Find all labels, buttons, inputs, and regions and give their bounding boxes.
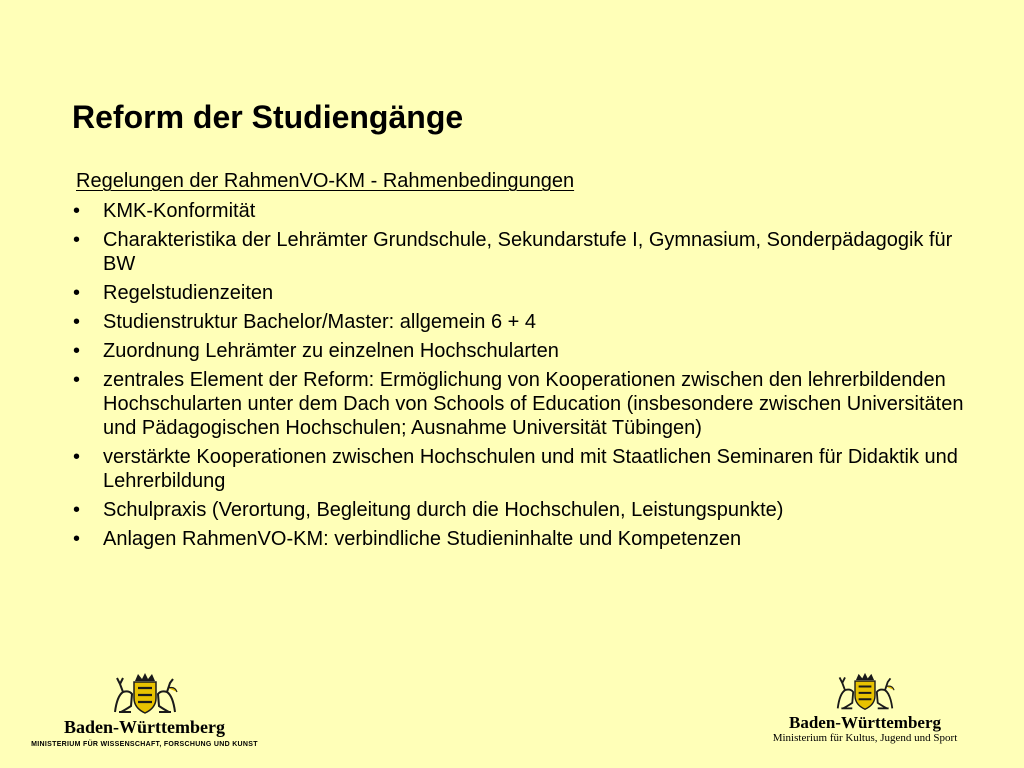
bullet-text: Schulpraxis (Verortung, Begleitung durch die Hochschulen, Leistungspunkte): [103, 499, 784, 521]
slide-subtitle: Regelungen der RahmenVO-KM - Rahmenbedingungen: [76, 170, 575, 192]
bullet-text: zentrales Element der Reform: Ermöglichung von Kooperationen zwischen den lehrerbildenden Hochschularten unter dem Dach von Schools of Education (insbesondere zwischen Universitäten und Pädagogischen Hochschulen; Ausnahme Universität Tübingen): [103, 369, 964, 439]
logo-ministry: MINISTERIUM FÜR WISSENSCHAFT, FORSCHUNG UND KUNST: [31, 741, 258, 748]
logo-ministry-culture: [760, 672, 970, 744]
list-item: [73, 310, 973, 334]
list-item: [73, 498, 973, 522]
bullet-list: [73, 199, 973, 556]
bullet-marker: •: [73, 340, 81, 362]
logo-ministry-science: [22, 672, 267, 748]
bullet-marker: •: [73, 528, 81, 550]
list-item: [73, 339, 973, 363]
coat-of-arms-icon: [832, 672, 898, 712]
slide-title: Reform der Studiengänge: [72, 99, 464, 135]
logo-ministry: Ministerium für Kultus, Jugend und Sport: [772, 732, 958, 744]
bullet-marker: •: [73, 311, 81, 333]
bullet-text: Studienstruktur Bachelor/Master: allgemein 6 + 4: [103, 311, 536, 333]
bullet-marker: •: [73, 446, 81, 468]
logo-name: Baden-Württemberg: [788, 713, 942, 732]
list-item: [73, 368, 973, 440]
list-item: [73, 281, 973, 305]
list-item: [73, 199, 973, 223]
bullet-marker: •: [73, 499, 81, 521]
list-item: [73, 445, 973, 493]
bullet-marker: •: [73, 200, 81, 222]
bullet-text: Zuordnung Lehrämter zu einzelnen Hochschularten: [103, 340, 559, 362]
list-item: [73, 228, 973, 276]
bullet-text: Regelstudienzeiten: [103, 282, 274, 304]
bullet-text: Charakteristika der Lehrämter Grundschule, Sekundarstufe I, Gymnasium, Sonderpädagogik für BW: [103, 229, 953, 275]
bullet-marker: •: [73, 282, 81, 304]
bullet-text: KMK-Konformität: [103, 200, 256, 222]
bullet-marker: •: [73, 229, 81, 251]
coat-of-arms-icon: [109, 672, 181, 716]
bullet-marker: •: [73, 369, 81, 391]
list-item: [73, 527, 973, 551]
bullet-text: verstärkte Kooperationen zwischen Hochschulen und mit Staatlichen Seminaren für Didaktik und Lehrerbildung: [103, 446, 958, 492]
bullet-text: Anlagen RahmenVO-KM: verbindliche Studieninhalte und Kompetenzen: [103, 528, 742, 550]
logo-name: Baden-Württemberg: [64, 717, 225, 737]
